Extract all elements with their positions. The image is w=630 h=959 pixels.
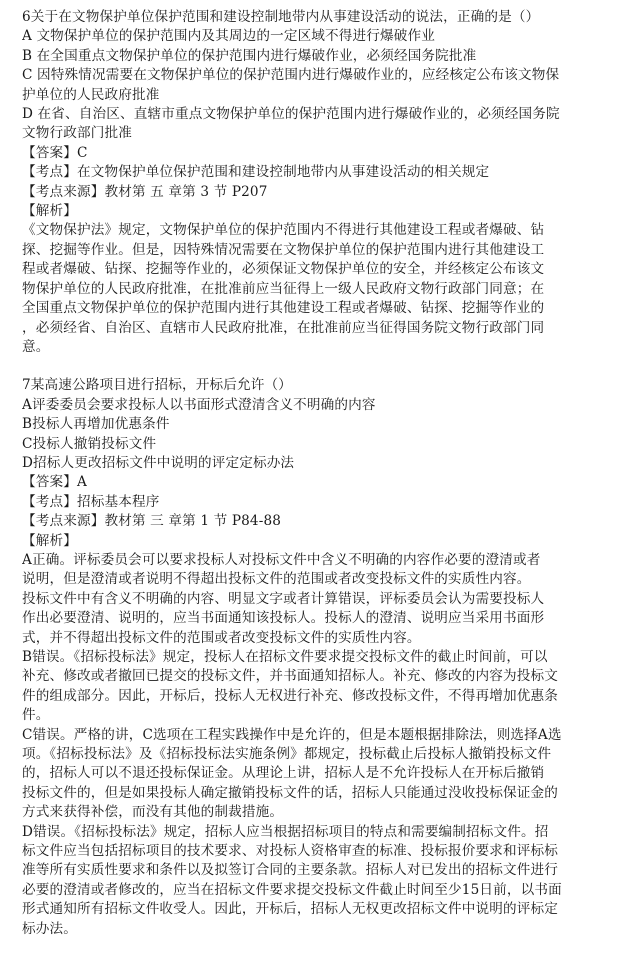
text-line: 标文件应当包括招标项目的技术要求、对投标人资格审查的标准、投标报价要求和评标标 (22, 843, 559, 860)
text-line: D 在省、自治区、直辖市重点文物保护单位的保护范围内进行爆破作业的，必须经国务院 (22, 106, 560, 123)
text-line: B错误。《招标投标法》规定，投标人在招标文件要求提交投标文件的截止时间前，可以 (22, 649, 548, 665)
text-line: 形式通知所有招标文件收受人。因此，开标后，招标人无权更改招标文件中说明的评标定 (22, 901, 559, 918)
text-line: 护单位的人民政府批准 (22, 86, 160, 103)
text-line: 作出必要澄清、说明的，应当书面通知该投标人。投标人的澄清、说明应当采用书面形 (22, 610, 545, 627)
text-line: 方式来获得补偿，而没有其他的制裁措施。 (22, 804, 284, 821)
text-line: 投标文件的，但是如果投标人确定撤销投标文件的话，招标人只能通过没收投标保证金的 (22, 784, 559, 801)
text-line: 【解析】 (22, 203, 77, 220)
text-line: B投标人再增加优惠条件 (22, 416, 170, 433)
text-line: 全国重点文物保护单位的保护范围内进行其他建设工程或者爆破、钻探、挖掘等作业的 (22, 300, 545, 317)
text-line: 【考点来源】教材第 三 章第 1 节 P84-88 (22, 513, 282, 530)
text-line: B 在全国重点文物保护单位的保护范围内进行爆破作业，必须经国务院批准 (22, 47, 477, 64)
text-line: A正确。评标委员会可以要求投标人对投标文件中含义不明确的内容作必要的澄清或者 (22, 551, 541, 568)
text-line: 【解析】 (22, 532, 77, 549)
text-line: ，必须经省、自治区、直辖市人民政府批准，在批准前应当征得国务院文物行政部门同 (22, 319, 545, 336)
text-line: D错误。《招标投标法》规定，招标人应当根据招标项目的特点和需要编制招标文件。招 (22, 823, 549, 840)
text-line: 《文物保护法》规定，文物保护单位的保护范围内不得进行其他建设工程或者爆破、钻 (22, 222, 545, 239)
text-line: C 因特殊情况需要在文物保护单位的保护范围内进行爆破作业的，应经核定公布该文物保 (22, 67, 560, 84)
text-line: 投标文件中有含义不明确的内容、明显文字或者计算错误，评标委员会认为需要投标人 (22, 590, 545, 607)
text-line: 探、挖掘等作业。但是，因特殊情况需要在文物保护单位的保护范围内进行其他建设工 (22, 241, 545, 258)
text-line: D招标人更改招标文件中说明的评定定标办法 (22, 454, 295, 471)
text-line: 的，招标人可以不退还投标保证金。从理论上讲，招标人是不允许投标人在开标后撤销 (22, 765, 545, 782)
text-line: 文物行政部门批准 (22, 125, 132, 142)
question-6-block (22, 8, 622, 357)
text-line: A评委委员会要求投标人以书面形式澄清含义不明确的内容 (22, 396, 376, 413)
text-line: A 文物保护单位的保护范围内及其周边的一定区域不得进行爆破作业 (22, 28, 436, 45)
text-line: 【考点】招标基本程序 (22, 493, 160, 510)
text-line: 必要的澄清或者修改的，应当在招标文件要求提交投标文件截止时间至少15日前，以书面 (22, 881, 562, 898)
text-line: 式，并不得超出投标文件的范围或者改变投标文件的实质性内容。 (22, 629, 421, 646)
text-line: 件。 (22, 707, 50, 724)
question-7-block (22, 376, 622, 939)
text-line: 准等所有实质性要求和条件以及拟签订合同的主要条款。招标人对已发出的招标文件进行 (22, 862, 559, 879)
text-line: 物保护单位的人民政府批准，在批准前应当征得上一级人民政府文物行政部门同意；在 (22, 280, 545, 297)
text-line: 标办法。 (22, 920, 77, 937)
text-line: 【答案】A (22, 474, 87, 491)
question-separator (22, 357, 622, 376)
text-line: 6关于在文物保护单位保护范围和建设控制地带内从事建设活动的说法，正确的是（） (22, 9, 540, 25)
text-line: 说明，但是澄清或者说明不得超出投标文件的范围或者改变投标文件的实质性内容。 (22, 571, 531, 588)
text-line: C投标人撤销投标文件 (22, 435, 157, 452)
text-line: 7某高速公路项目进行招标，开标后允许（） (22, 377, 292, 394)
text-line: 【答案】C (22, 144, 88, 161)
text-line: 件的组成部分。因此，开标后，投标人无权进行补充、修改投标文件，不得再增加优惠条 (22, 687, 559, 704)
text-line: 补充、修改或者撤回已提交的投标文件，并书面通知招标人。补充、修改的内容为投标文 (22, 668, 559, 685)
text-line: 【考点来源】教材第 五 章第 3 节 P207 (22, 183, 268, 200)
text-line: C错误。严格的讲，C选项在工程实践操作中是允许的，但是本题根据排除法，则选择A选 (22, 726, 562, 743)
text-line: 【考点】在文物保护单位保护范围和建设控制地带内从事建设活动的相关规定 (22, 164, 490, 181)
text-line: 意。 (22, 338, 50, 355)
text-line: 项。《招标投标法》及《招标投标法实施条例》都规定，投标截止后投标人撤销投标文件 (22, 746, 552, 763)
text-line: 程或者爆破、钻探、挖掘等作业的，必须保证文物保护单位的安全，并经核定公布该文 (22, 261, 545, 278)
